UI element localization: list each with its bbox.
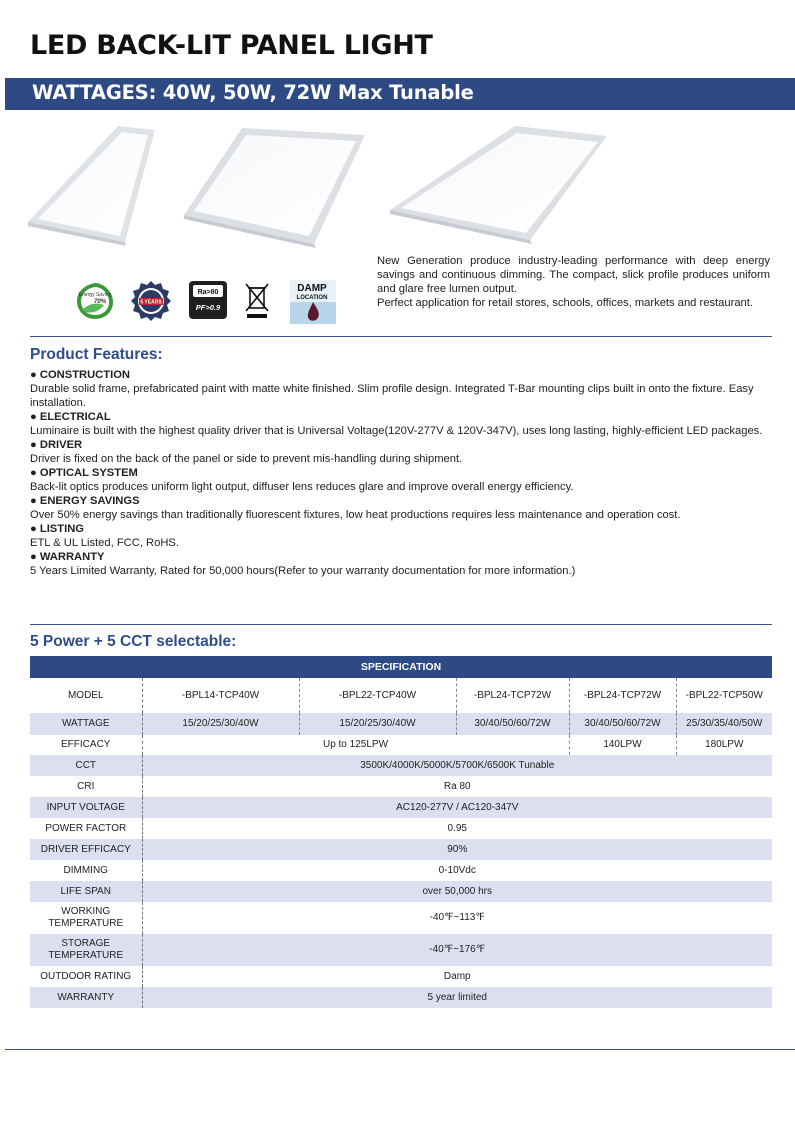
- row-label: DRIVER EFFICACY: [30, 839, 142, 860]
- row-label: EFFICACY: [30, 735, 142, 755]
- row-label: [30, 902, 142, 934]
- table-row-cri: [30, 776, 772, 797]
- row-label: INPUT VOLTAGE: [30, 797, 142, 818]
- outdoor-rating-value: Damp: [142, 966, 772, 987]
- features-heading: Product Features:: [30, 346, 163, 363]
- intro-paragraph-1: New Generation produce industry-leading performance with deep energy savings and continuous dimming. The compact, slick profile produces uniform and glare free lumen output.: [377, 255, 770, 295]
- page-title: LED BACK-LIT PANEL LIGHT: [30, 30, 433, 61]
- row-label-line: STORAGE: [61, 938, 111, 949]
- warranty-value: 5 year limited: [142, 987, 772, 1008]
- row-label-line: TEMPERATURE: [48, 950, 124, 961]
- wattage-cell: 30/40/50/60/72W: [456, 713, 569, 735]
- table-header-row: [30, 656, 772, 678]
- storage-temperature-value: -40℉~176℉: [142, 934, 772, 966]
- wattage-cell: 25/30/35/40/50W: [676, 713, 772, 735]
- wattage-cell: 15/20/25/30/40W: [142, 713, 299, 735]
- feature-warranty: [30, 550, 772, 578]
- row-label-line: TEMPERATURE: [48, 918, 124, 929]
- efficacy-cell: 180LPW: [676, 735, 772, 755]
- table-row-dimming: [30, 860, 772, 881]
- ra-text: Ra>80: [197, 289, 219, 296]
- model-cell: -BPL24-TCP72W: [569, 678, 676, 713]
- table-row-storage-temperature: [30, 934, 772, 966]
- product-images: [0, 118, 640, 258]
- working-temperature-value: -40℉~113℉: [142, 902, 772, 934]
- table-row-working-temperature: [30, 902, 772, 934]
- weee-bin-icon: [244, 280, 270, 320]
- cct-value: 3500K/4000K/5000K/5700K/6500K Tunable: [142, 755, 772, 776]
- feature-construction: [30, 368, 772, 410]
- model-cell: -BPL24-TCP72W: [456, 678, 569, 713]
- panel-image-long: [28, 126, 155, 246]
- model-cell: -BPL14-TCP40W: [142, 678, 299, 713]
- model-cell: -BPL22-TCP50W: [676, 678, 772, 713]
- intro-text: [377, 254, 770, 310]
- panel-image-square: [184, 128, 365, 248]
- row-label: MODEL: [30, 678, 142, 713]
- damp-location-icon: [290, 280, 336, 324]
- warranty-seal-text: 5 YEARS: [140, 299, 162, 306]
- energy-saving-percent: 70%: [93, 299, 107, 305]
- table-row-driver-efficacy: [30, 839, 772, 860]
- divider-top: [30, 336, 772, 337]
- efficacy-cell: 140LPW: [569, 735, 676, 755]
- table-row-wattage: [30, 713, 772, 735]
- wattage-banner: [5, 78, 795, 110]
- feature-title: ● CONSTRUCTION: [30, 369, 130, 381]
- table-row-warranty: [30, 987, 772, 1008]
- row-label: WATTAGE: [30, 713, 142, 735]
- divider-bottom: [5, 1049, 795, 1050]
- row-label: OUTDOOR RATING: [30, 966, 142, 987]
- feature-driver: [30, 438, 772, 466]
- row-label: POWER FACTOR: [30, 818, 142, 839]
- row-label: CCT: [30, 755, 142, 776]
- feature-listing: [30, 522, 772, 550]
- driver-efficacy-value: 90%: [142, 839, 772, 860]
- row-label: WARRANTY: [30, 987, 142, 1008]
- ra-pf-icon: [188, 280, 228, 320]
- table-row-outdoor-rating: [30, 966, 772, 987]
- row-label: [30, 934, 142, 966]
- specification-table: [30, 656, 772, 1008]
- energy-saving-text: Energy Saving: [78, 292, 112, 298]
- feature-title: ● OPTICAL SYSTEM: [30, 467, 138, 479]
- row-label: LIFE SPAN: [30, 881, 142, 902]
- feature-description: Luminaire is built with the highest quality driver that is Universal Voltage(120V-277V & 120V-347V), uses long lasting, highly-efficient LED packages.: [30, 425, 763, 437]
- wattage-cell: 15/20/25/30/40W: [299, 713, 456, 735]
- table-row-cct: [30, 755, 772, 776]
- row-label: DIMMING: [30, 860, 142, 881]
- feature-description: ETL & UL Listed, FCC, RoHS.: [30, 537, 180, 549]
- feature-title: ● ELECTRICAL: [30, 411, 111, 423]
- cri-value: Ra 80: [142, 776, 772, 797]
- table-row-input-voltage: [30, 797, 772, 818]
- spec-title: SPECIFICATION: [30, 656, 772, 678]
- dimming-value: 0-10Vdc: [142, 860, 772, 881]
- feature-energy-savings: [30, 494, 772, 522]
- table-row-model: [30, 678, 772, 713]
- feature-description: Driver is fixed on the back of the panel or side to prevent mis-handling during shipment.: [30, 453, 463, 465]
- wattage-banner-text: WATTAGES: 40W, 50W, 72W Max Tunable: [32, 81, 474, 104]
- feature-description: Over 50% energy savings than traditionally fluorescent fixtures, low heat productions requires less maintenance and operation cost.: [30, 509, 681, 521]
- divider-middle: [30, 624, 772, 625]
- feature-title: ● DRIVER: [30, 439, 83, 451]
- life-span-value: over 50,000 hrs: [142, 881, 772, 902]
- damp-text: DAMP: [297, 283, 327, 294]
- model-cell: -BPL22-TCP40W: [299, 678, 456, 713]
- features-list: [30, 368, 772, 578]
- location-text: LOCATION: [296, 295, 328, 301]
- efficacy-cell: Up to 125LPW: [142, 735, 569, 755]
- feature-description: 5 Years Limited Warranty, Rated for 50,000 hours(Refer to your warranty documentation for more information.): [30, 565, 576, 577]
- spec-heading: 5 Power + 5 CCT selectable:: [30, 633, 237, 650]
- certification-badges: [74, 280, 344, 325]
- power-factor-value: 0.95: [142, 818, 772, 839]
- table-row-efficacy: [30, 735, 772, 755]
- input-voltage-value: AC120-277V / AC120-347V: [142, 797, 772, 818]
- panel-image-wide: [390, 126, 607, 244]
- intro-paragraph-2: Perfect application for retail stores, schools, offices, markets and restaurant.: [377, 297, 753, 309]
- feature-electrical: [30, 410, 772, 438]
- pf-text: PF>0.9: [195, 303, 221, 312]
- energy-saving-icon: [74, 280, 116, 322]
- table-row-power-factor: [30, 818, 772, 839]
- warranty-seal-icon: [130, 280, 172, 322]
- wattage-cell: 30/40/50/60/72W: [569, 713, 676, 735]
- feature-title: ● LISTING: [30, 523, 84, 535]
- feature-optical-system: [30, 466, 772, 494]
- feature-title: ● ENERGY SAVINGS: [30, 495, 140, 507]
- table-row-life-span: [30, 881, 772, 902]
- feature-description: Back-lit optics produces uniform light output, diffuser lens reduces glare and improve overall energy efficiency.: [30, 481, 574, 493]
- row-label: CRI: [30, 776, 142, 797]
- feature-title: ● WARRANTY: [30, 551, 105, 563]
- row-label-line: WORKING: [61, 906, 111, 917]
- feature-description: Durable solid frame, prefabricated paint with matte white finished. Slim profile design. Integrated T-Bar mounting clips built in onto the fixture. Easy installation.: [30, 383, 754, 409]
